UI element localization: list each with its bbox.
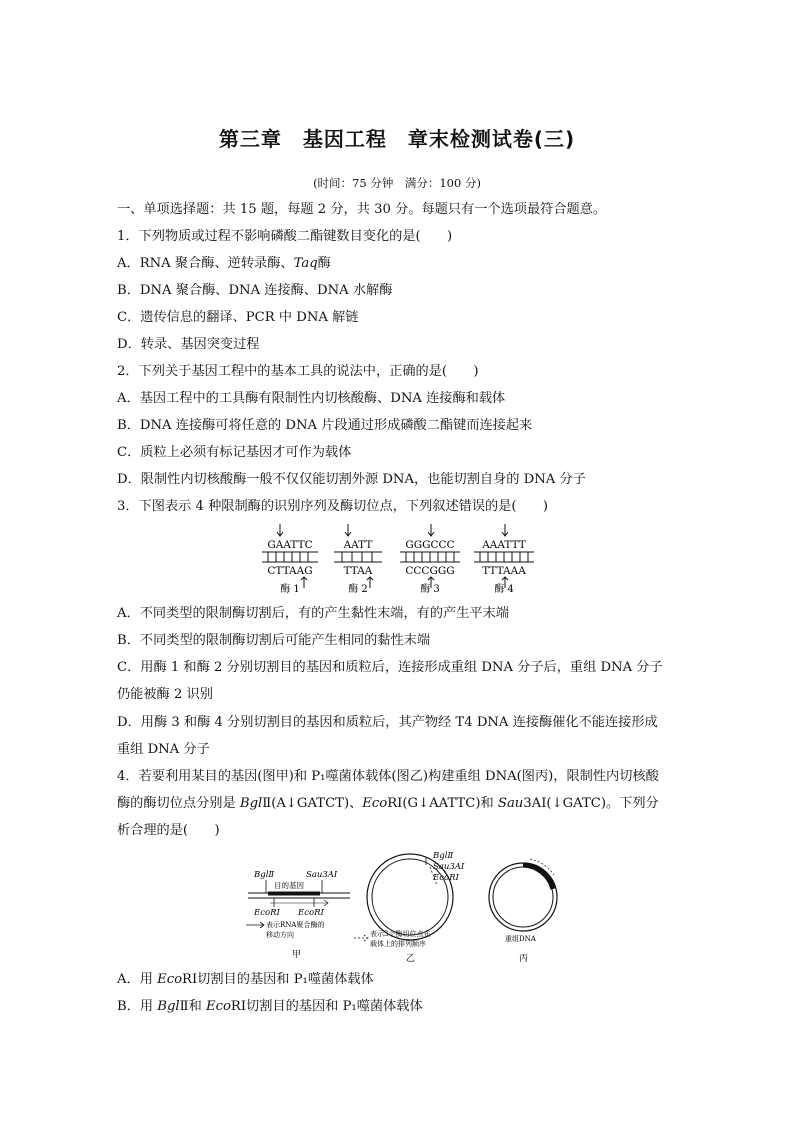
q4-a-eco: Eco bbox=[157, 972, 183, 987]
enzyme-1-bottom-seq: CTTAAG bbox=[267, 565, 313, 577]
q4-b-bgl: Bgl bbox=[157, 999, 180, 1014]
q4-b-eco: Eco bbox=[205, 999, 231, 1014]
enzyme-2-top-seq: AATT bbox=[343, 539, 373, 551]
q4-l2-b: Ⅱ(A↓GATCT)、 bbox=[262, 796, 363, 811]
q4-l2-a: 酶的酶切位点分别是 bbox=[117, 796, 240, 811]
q3-option-c-line1: C．用酶 1 和酶 2 分别切割目的基因和质粒后，连接形成重组 DNA 分子后，重组 DNA 分子 bbox=[117, 660, 663, 675]
q4-option-a bbox=[117, 970, 374, 990]
bing-label: 丙 bbox=[519, 954, 529, 964]
jia-bgl-label: BglⅡ bbox=[254, 870, 275, 880]
figure-yi bbox=[354, 851, 465, 964]
q4-figure bbox=[240, 845, 560, 965]
page-title: 第三章 基因工程 章末检测试卷(三) bbox=[218, 127, 576, 151]
q4-b-text-2: Ⅱ和 bbox=[179, 999, 206, 1014]
q4-b-text-3: RⅠ切割目的基因和 P₁噬菌体载体 bbox=[230, 999, 423, 1014]
enzyme-4-label: 酶 4 bbox=[494, 584, 514, 595]
q4-l2-c: RⅠ(G↓AATTC)和 bbox=[387, 796, 498, 811]
enzyme-3-label: 酶 3 bbox=[420, 584, 440, 595]
enzyme-1-top-seq: GAATTC bbox=[267, 539, 313, 551]
enzyme-4-top-seq: AAATTT bbox=[482, 539, 526, 551]
enzyme-2-label: 酶 2 bbox=[348, 584, 368, 595]
jia-target-gene-label: 目的基因 bbox=[274, 881, 304, 890]
yi-eco-label: EcoRⅠ bbox=[433, 873, 459, 883]
q1-option-d: D．转录、基因突变过程 bbox=[117, 337, 260, 352]
section-heading: 一、单项选择题：共 15 题，每题 2 分，共 30 分。每题只有一个选项最符合题意。 bbox=[117, 202, 607, 217]
q1-a-italic: Taq bbox=[293, 256, 318, 271]
q3-option-d-line1: D．用酶 3 和酶 4 分别切割目的基因和质粒后，其产物经 T4 DNA 连接酶催化不能连接形成 bbox=[117, 715, 658, 730]
enzyme-3-bottom-seq: CCCGGG bbox=[405, 565, 455, 577]
q1-option-c: C．遗传信息的翻译、PCR 中 DNA 解链 bbox=[117, 310, 359, 325]
exam-time-score: (时间：75 分钟 满分：100 分) bbox=[313, 176, 481, 190]
figure-bing bbox=[489, 859, 557, 964]
q3-option-d-line2: 重组 DNA 分子 bbox=[117, 742, 210, 757]
enzyme-1-label: 酶 1 bbox=[280, 584, 300, 595]
enzyme-3-site bbox=[400, 524, 460, 595]
q4-b-text-1: B．用 bbox=[117, 999, 158, 1014]
jia-label: 甲 bbox=[292, 950, 302, 960]
q3-option-c-line2: 仍能被酶 2 识别 bbox=[117, 687, 213, 702]
q1-option-a bbox=[117, 254, 331, 274]
jia-target-gene-segment bbox=[268, 892, 320, 896]
q1-a-text: A．RNA 聚合酶、逆转录酶、 bbox=[117, 256, 294, 271]
q2-option-a: A．基因工程中的工具酶有限制性内切核酸酶、DNA 连接酶和载体 bbox=[117, 391, 506, 406]
jia-eco-label-left: EcoRⅠ bbox=[254, 908, 280, 918]
yi-note-line2: 载体上的排列顺序 bbox=[370, 940, 426, 948]
q4-a-text-1: A．用 bbox=[117, 972, 158, 987]
jia-sau-label: Sau3AⅠ bbox=[306, 870, 338, 880]
q3-option-a: A．不同类型的限制酶切割后，有的产生黏性末端，有的产生平末端 bbox=[117, 606, 509, 621]
q2-option-c: C．质粒上必须有标记基因才可作为载体 bbox=[117, 445, 352, 460]
q4-stem-line2 bbox=[117, 794, 659, 814]
q3-stem: 3．下图表示 4 种限制酶的识别序列及酶切位点，下列叙述错误的是( ) bbox=[117, 499, 549, 514]
q3-option-b: B．不同类型的限制酶切割后可能产生相同的黏性末端 bbox=[117, 633, 431, 648]
enzyme-2-site bbox=[334, 524, 382, 595]
restriction-enzyme-figure bbox=[250, 522, 550, 598]
enzyme-4-site bbox=[474, 524, 534, 595]
figure-jia bbox=[246, 870, 350, 960]
q2-option-b: B．DNA 连接酶可将任意的 DNA 片段通过形成磷酸二酯键而连接起来 bbox=[117, 418, 533, 433]
enzyme-4-bottom-seq: TTTAAA bbox=[482, 565, 526, 577]
q2-stem: 2．下列关于基因工程中的基本工具的说法中，正确的是( ) bbox=[117, 364, 479, 379]
q4-l2-sau: Sau bbox=[497, 796, 524, 811]
q4-l2-eco: Eco bbox=[362, 796, 388, 811]
q4-option-b bbox=[117, 997, 423, 1017]
yi-sau-label: Sau3AⅠ bbox=[433, 862, 465, 872]
yi-note-line1: 表示3个酶切位点在 bbox=[370, 930, 431, 938]
q4-stem-line1: 4．若要利用某目的基因(图甲)和 P₁噬菌体载体(图乙)构建重组 DNA(图丙)，限制性内切核酸 bbox=[117, 769, 659, 784]
enzyme-3-top-seq: GGGCCC bbox=[405, 539, 455, 551]
q1-option-b: B．DNA 聚合酶、DNA 连接酶、DNA 水解酶 bbox=[117, 283, 393, 298]
q4-l2-bgl: Bgl bbox=[239, 796, 263, 811]
q1-a-suffix: 酶 bbox=[317, 256, 331, 271]
q1-stem: 1．下列物质或过程不影响磷酸二酯键数目变化的是( ) bbox=[117, 229, 453, 244]
q4-stem-line3: 析合理的是( ) bbox=[117, 823, 220, 838]
yi-label: 乙 bbox=[406, 954, 416, 964]
yi-bgl-label: BglⅡ bbox=[433, 851, 454, 861]
bing-recombinant-dna-label: 重组DNA bbox=[505, 935, 536, 943]
enzyme-1-site bbox=[262, 524, 318, 595]
q4-l2-d: 3AⅠ(↓GATC)。下列分 bbox=[523, 796, 659, 811]
jia-arrow-note-line2: 移动方向 bbox=[266, 931, 294, 939]
q2-option-d: D．限制性内切核酸酶一般不仅仅能切割外源 DNA，也能切割自身的 DNA 分子 bbox=[117, 472, 586, 487]
enzyme-2-bottom-seq: TTAA bbox=[343, 565, 373, 577]
jia-eco-label-right: EcoRⅠ bbox=[298, 908, 324, 918]
jia-arrow-note-line1: 表示RNA聚合酶的 bbox=[266, 921, 325, 929]
q4-a-text-2: RⅠ切割目的基因和 P₁噬菌体载体 bbox=[182, 972, 374, 987]
